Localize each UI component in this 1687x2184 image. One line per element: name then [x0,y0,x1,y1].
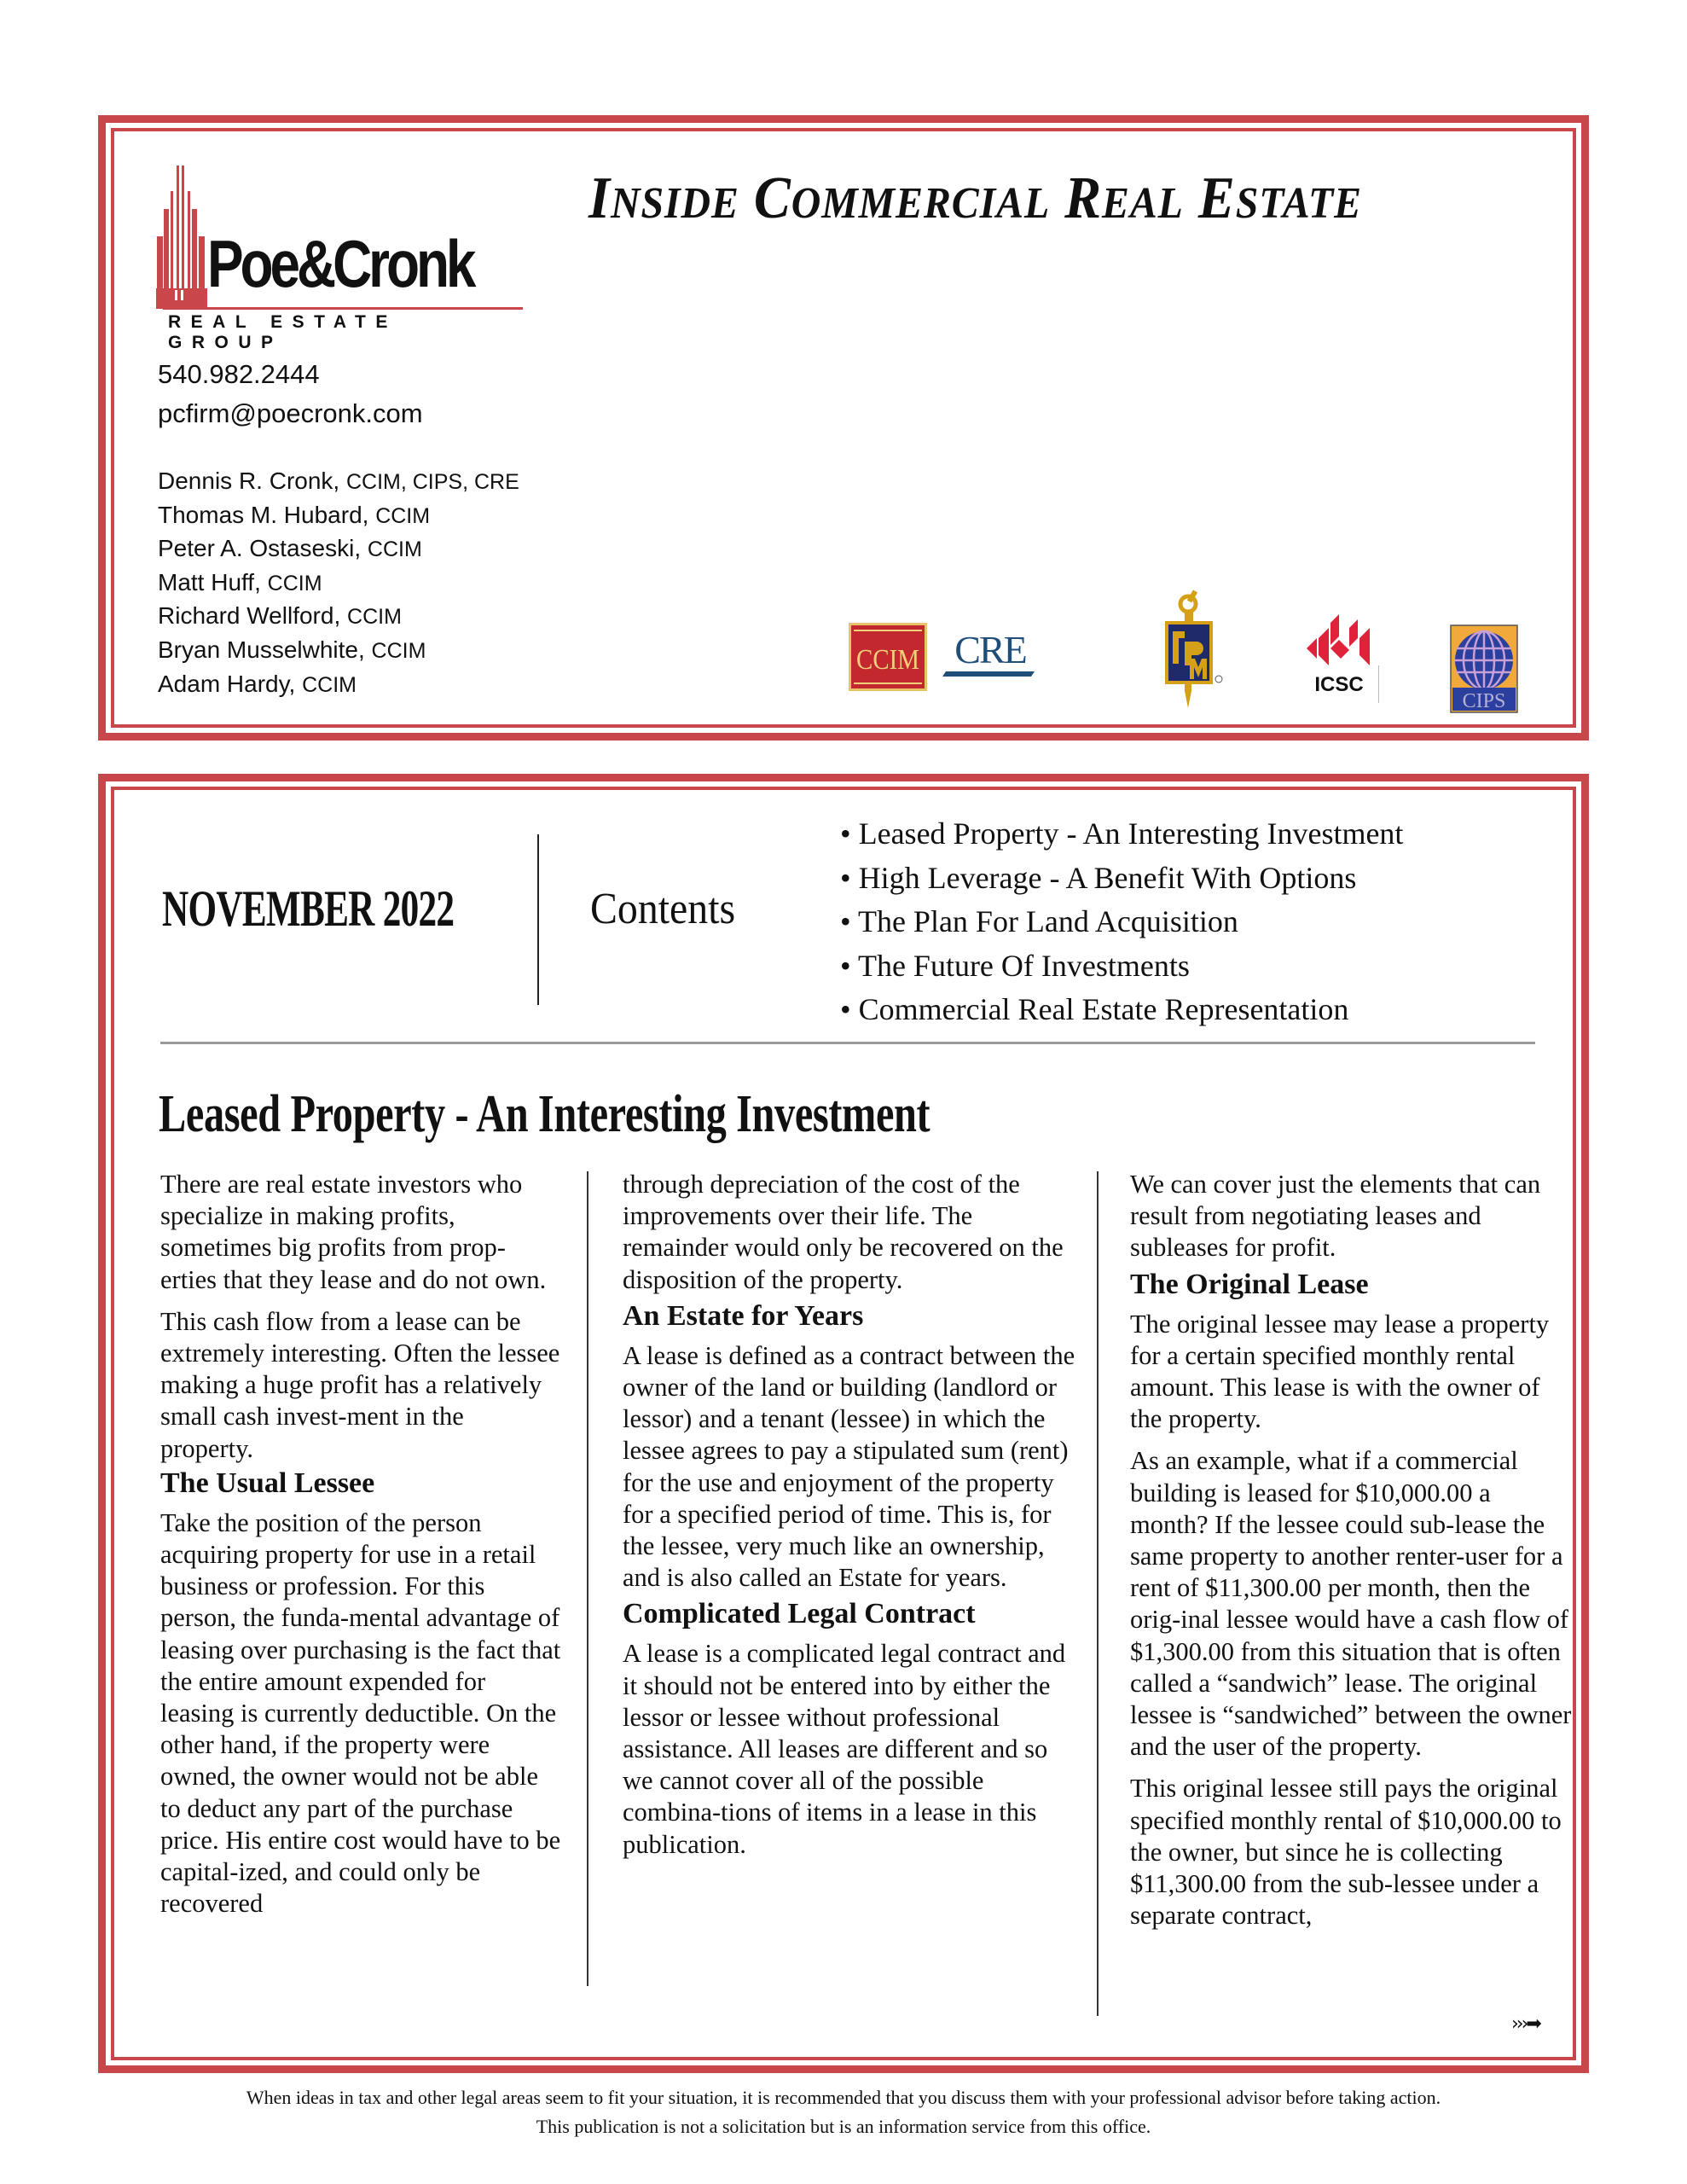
table-of-contents [840,812,1403,1032]
company-logo [156,164,523,352]
toc-item[interactable]: • Commercial Real Estate Representation [840,988,1403,1032]
paragraph: through depreciation of the cost of the improvements over their life. The remainder would only be recovered on the disposition of the property. [623,1170,1064,1294]
svg-text:CCIM: CCIM [856,642,919,676]
title-initial: C [753,166,791,231]
article-column-1 [160,1169,561,1930]
divider-vertical [537,834,539,1005]
title-initial: E [1197,166,1236,231]
icsc-badge-icon [1305,613,1382,706]
section-heading: Complicated Legal Contract [623,1598,976,1630]
arrow-right-icon[interactable]: ›››➡ [1511,2013,1539,2035]
staff-name: Thomas M. Hubard, [158,501,369,528]
paragraph: This original lessee still pays the original specified monthly rental of $10,000.00 to the owner, but since he is collecting $11,300.00 from the sub-lessee under a separate contract, [1130,1774,1562,1931]
column-divider [587,1171,588,1986]
staff-member [158,532,519,566]
article-column-3 [1130,1169,1574,1942]
toc-item[interactable]: • High Leverage - A Benefit With Options [840,857,1403,901]
disclaimer-line-1: When ideas in tax and other legal areas seem to fit your situation, it is recommended that you discuss them with your professional advisor before taking action. [246,2087,1441,2108]
contents-label: Contents [590,885,736,933]
svg-text:ICSC: ICSC [1314,673,1364,696]
toc-item[interactable]: • Leased Property - An Interesting Investment [840,812,1403,857]
building-icon [156,164,207,309]
article-column-2 [623,1169,1083,1871]
section-heading: An Estate for Years [623,1299,864,1332]
logo-rule [163,307,523,310]
staff-credentials: CCIM [375,503,431,528]
title-initial: R [1064,166,1103,231]
staff-credentials: CCIM [302,672,357,697]
section-heading: The Usual Lessee [160,1467,375,1499]
title-word: OMMERCIAL [791,179,1051,228]
title-word: EAL [1102,179,1184,228]
paragraph: As an example, what if a commercial building is leased for $10,000.00 a month? If the lessee could sub-lease the same property to another renter-user for a rent of $11,300.00 per month, then the orig-inal lessee would have a cash flow of $1,300.00 from this situation that is often called a “sandwich” lease. The original lessee is “sandwiched” between the owner and the user of the property. [1130,1446,1572,1762]
brand-name: Poe&Cronk [207,226,473,301]
paragraph: A lease is a complicated legal contract and it should not be entered into by either the lessor or lessee without professional assistance. All leases are different and so we cannot cover all of the possible combina-tions of items in a lease in this publication. [623,1639,1066,1859]
disclaimer-line-2: This publication is not a solicitation but is an information service from this office. [536,2116,1151,2137]
toc-item[interactable]: • The Future Of Investments [840,944,1403,989]
paragraph: A lease is defined as a contract between the owner of the land or building (landlord or lessor) and a tenant (lessee) in which the lessee agrees to pay a stipulated sum (rent) for the use and enjoyment of the property for a specified period of time. This is, for the lessee, very much like an ownership, and is also called an Estate for years. [623,1340,1075,1593]
staff-name: Adam Hardy, [158,670,296,697]
staff-credentials: CCIM [267,571,322,595]
staff-name: Bryan Musselwhite, [158,636,365,663]
column-divider [1097,1171,1099,2016]
cips-badge-icon [1450,623,1518,717]
staff-name: Richard Wellford, [158,602,341,630]
phone-number: 540.982.2444 [158,359,320,389]
section-heading: The Original Lease [1130,1268,1369,1300]
irem-key-badge-icon [1164,589,1232,708]
title-word: NSIDE [610,179,739,228]
staff-name: Peter A. Ostaseski, [158,535,362,562]
staff-credentials: CCIM, CIPS, CRE [345,470,519,494]
affiliation-badges [0,589,1687,712]
email-link[interactable]: pcfirm@poecronk.com [158,398,423,428]
staff-credentials: CCIM [371,638,426,663]
staff-member [158,465,519,499]
paragraph: We can cover just the elements that can result from negotiating leases and subleases for profit. [1130,1170,1541,1263]
staff-credentials: CCIM [347,605,402,630]
article-title: Leased Property - An Interesting Investment [159,1085,930,1143]
paragraph: Take the position of the person acquiring property for use in a retail business or profession. For this person, the funda-mental advantage of leasing over purchasing is the fact that the entire amount expended for leasing is currently deductible. On the other hand, if the property were owned, the owner would not be able to deduct any part of the purchase price. His entire cost would have to be capital-ized, and could only be recovered [160,1507,561,1919]
staff-credentials: CCIM [367,537,422,562]
staff-name: Matt Huff, [158,568,261,595]
title-word: STATE [1235,179,1362,228]
cre-badge-icon [942,627,1038,678]
paragraph: The original lessee may lease a property for a certain specified monthly rental amount. This lease is with the owner of the property. [1130,1309,1550,1434]
paragraph: There are real estate investors who specialize in making profits, sometimes big profits from prop-erties that they lease and do not own. [160,1170,547,1294]
staff-name: Dennis R. Cronk, [158,468,340,494]
brand-tagline: REAL ESTATE GROUP [168,312,397,352]
staff-member [158,499,519,533]
paragraph: This cash flow from a lease can be extremely interesting. Often the lessee making a huge profit has a relatively small cash invest-ment in the property. [160,1306,560,1463]
svg-text:CRE: CRE [954,628,1026,671]
ccim-badge-icon [849,623,927,691]
divider-horizontal [160,1042,1535,1044]
svg-text:CIPS: CIPS [1462,690,1506,712]
toc-item[interactable]: • The Plan For Land Acquisition [840,900,1403,944]
issue-date: NOVEMBER 2022 [162,880,455,937]
newsletter-title [588,166,1362,231]
title-initial: I [588,166,611,231]
